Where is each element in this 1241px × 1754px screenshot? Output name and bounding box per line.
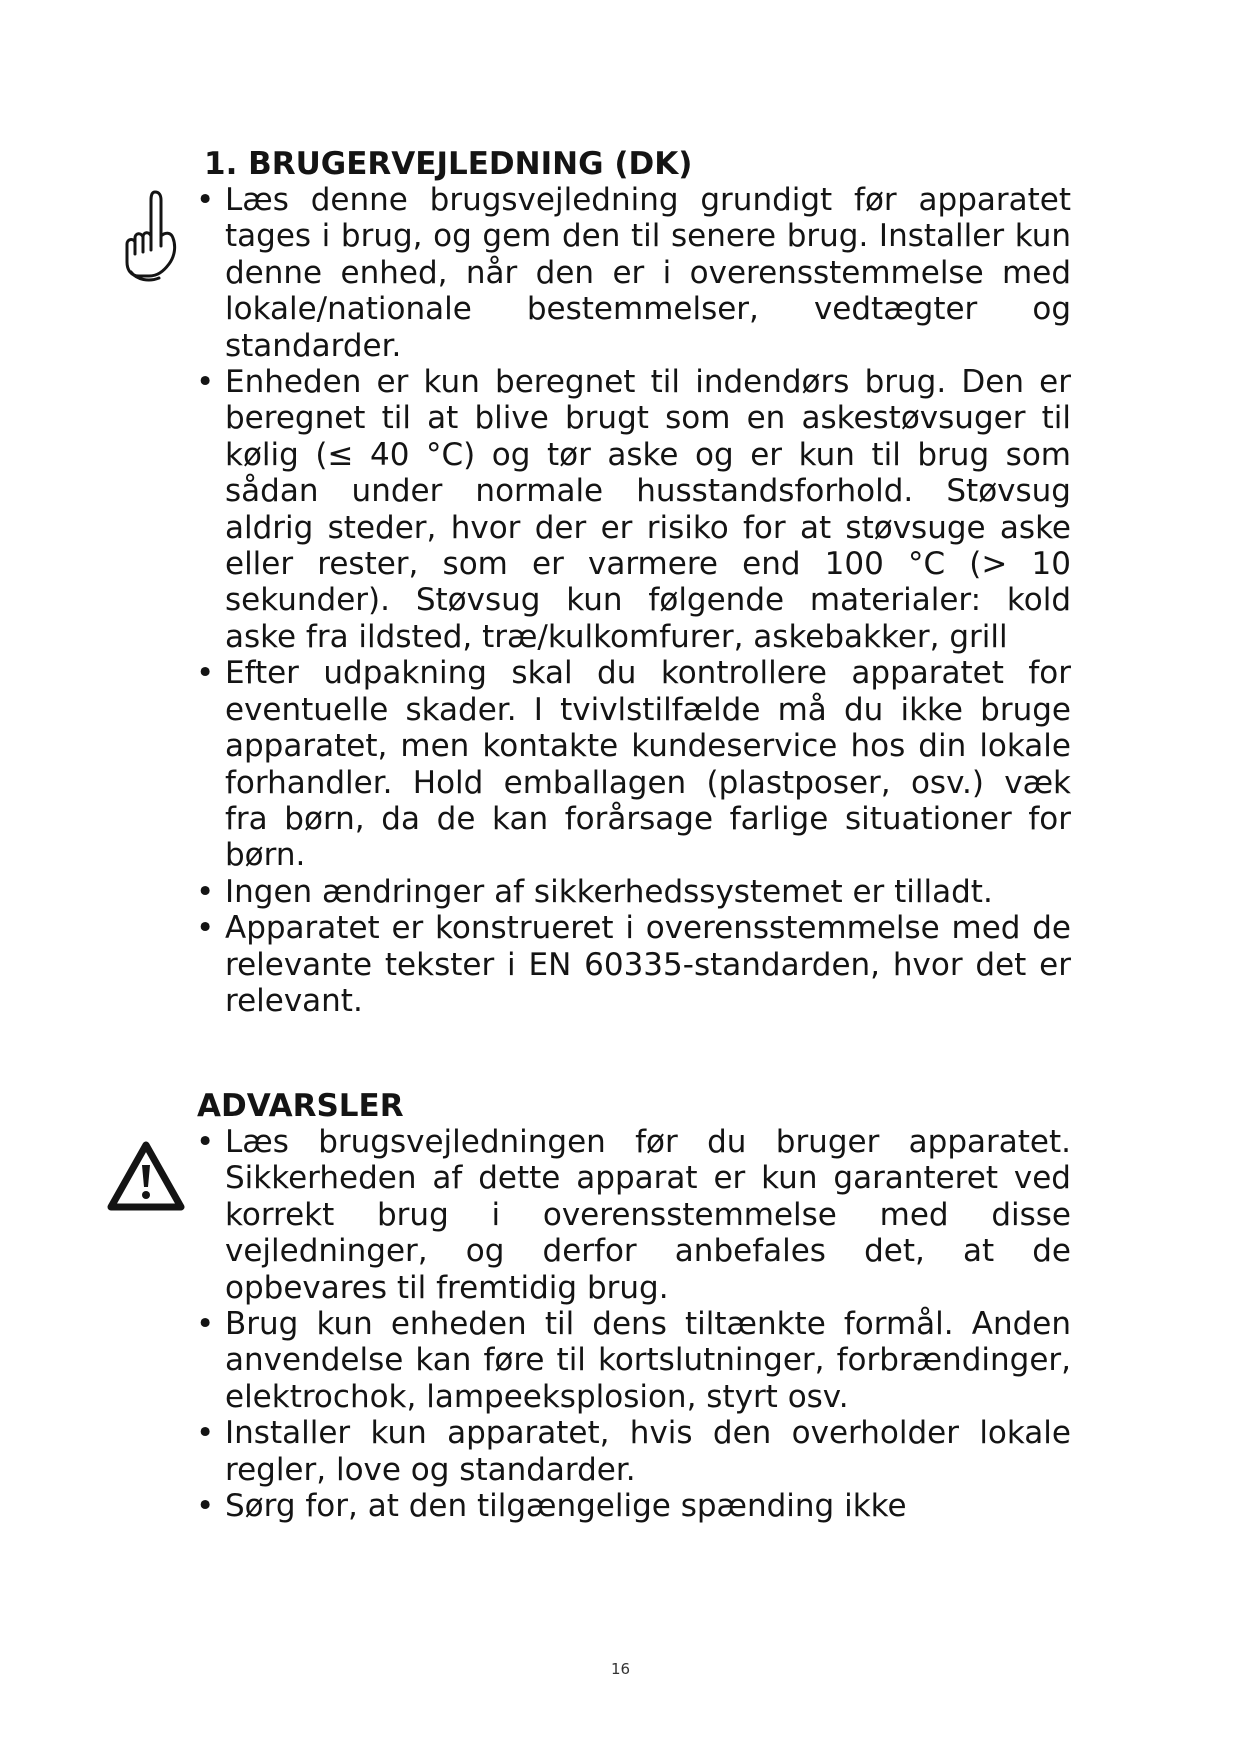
list-item: • Efter udpakning skal du kontrollere apparatet for eventuelle skader. I tvivlstilfælde må du ikke bruge apparatet, men kontakte kundeservice hos din lokale forhandler. Hold emballagen (plastposer, osv.) væk fra børn, da de kan forårsage farlige situationer for børn. <box>196 655 1071 873</box>
warnings-list <box>196 1124 1071 1524</box>
section-heading-user-guide: 1. BRUGERVEJLEDNING (DK) <box>204 146 693 182</box>
list-item: • Apparatet er konstrueret i overensstemmelse med de relevante tekster i EN 60335-standarden, hvor det er relevant. <box>196 910 1071 1019</box>
user-guide-list <box>196 182 1071 1019</box>
section-heading-warnings: ADVARSLER <box>197 1088 404 1124</box>
list-item: • Installer kun apparatet, hvis den overholder lokale regler, love og standarder. <box>196 1415 1071 1488</box>
list-item: • Læs brugsvejledningen før du bruger apparatet. Sikkerheden af dette apparat er kun garanteret ved korrekt brug i overensstemmelse med disse vejledninger, og derfor anbefales det, at de opbevares til fremtidig brug. <box>196 1124 1071 1306</box>
page-number: 16 <box>610 1660 631 1678</box>
list-item: • Læs denne brugsvejledning grundigt før apparatet tages i brug, og gem den til senere brug. Installer kun denne enhed, når den er i overensstemmelse med lokale/nationale bestemmelser, vedtægter og standarder. <box>196 182 1071 364</box>
list-item: • Sørg for, at den tilgængelige spænding ikke <box>196 1488 1071 1524</box>
list-item: • Enheden er kun beregnet til indendørs brug. Den er beregnet til at blive brugt som en askestøvsuger til kølig (≤ 40 °C) og tør aske og er kun til brug som sådan under normale husstandsforhold. Støvsug aldrig steder, hvor der er risiko for at støvsuge aske eller rester, som er varmere end 100 °C (> 10 sekunder). Støvsug kun følgende materialer: kold aske fra ildsted, træ/kulkomfurer, askebakker, grill <box>196 364 1071 655</box>
warning-triangle-icon <box>107 1141 185 1211</box>
list-item: • Ingen ændringer af sikkerhedssystemet er tilladt. <box>196 874 1071 910</box>
list-item: • Brug kun enheden til dens tiltænkte formål. Anden anvendelse kan føre til kortslutninger, forbrændinger, elektrochok, lampeeksplosion, styrt osv. <box>196 1306 1071 1415</box>
pointing-hand-icon <box>119 188 181 284</box>
